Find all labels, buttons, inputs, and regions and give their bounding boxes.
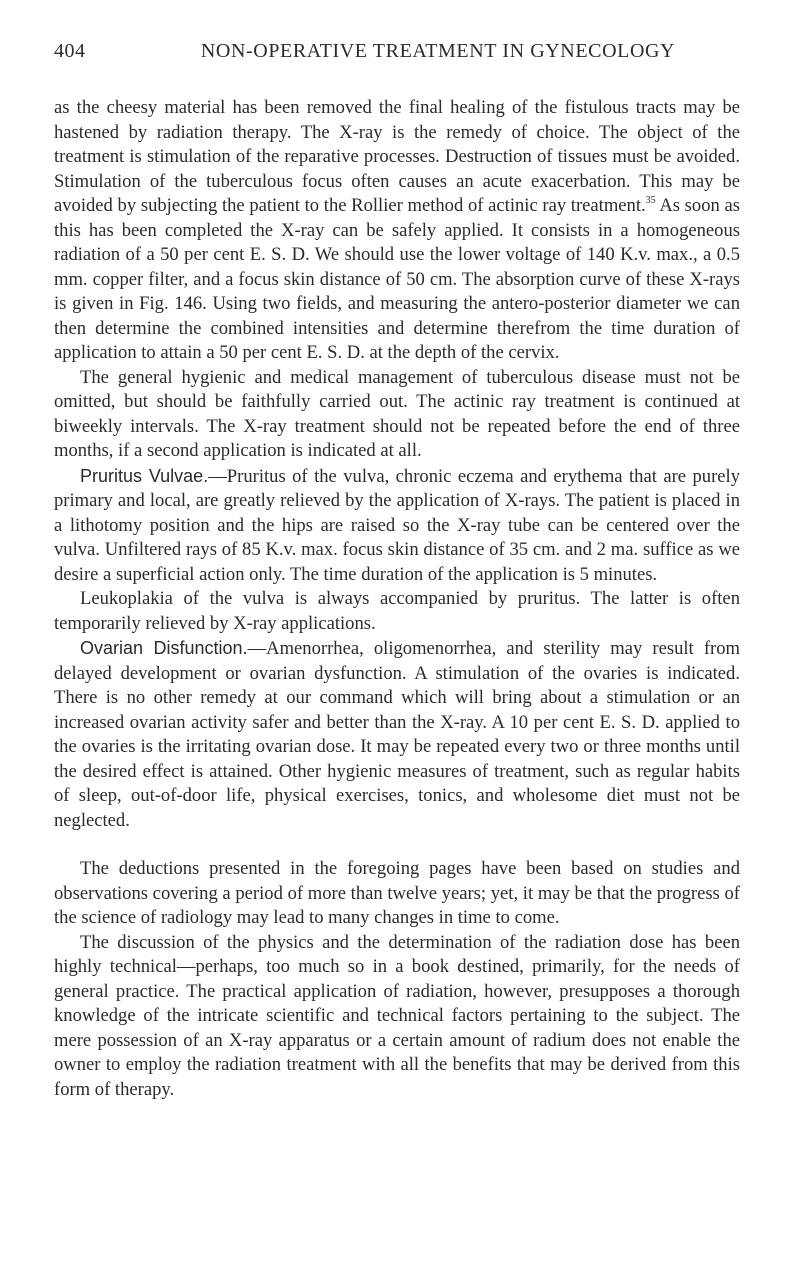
paragraph-deductions xyxy=(54,857,740,931)
page-number: 404 xyxy=(54,40,86,62)
paragraph-text: The general hygienic and medical management of tuberculous disease must not be omitted, but should be faithfully carried out. The actinic ray treatment is continued at biweekly intervals. The X-ray treatment should not be repeated before the end of three months, if a second application is indicated at all. xyxy=(54,366,740,461)
paragraph-continued xyxy=(54,96,740,366)
paragraph-text: as the cheesy material has been removed the final healing of the fistulous tracts may be hastened by radiation therapy. The X-ray is the remedy of choice. The object of the treatment is stimulation of the reparative processes. Destruction of tissues must be avoided. Stimulation of the tuberculous focus often causes an acute exacerbation. This may be avoided by subjecting the patient to the Rollier method of actinic ray treatment. xyxy=(54,97,740,216)
section-heading-ovarian-disfunction: Ovarian Disfunction. xyxy=(80,638,248,658)
paragraph-hygienic-management xyxy=(54,366,740,464)
paragraph-text: The deductions presented in the foregoing pages have been based on studies and observations covering a period of more than twelve years; yet, it may be that the progress of the science of radiology may lead to many changes in time to come. xyxy=(54,858,740,928)
section-heading-pruritus-vulvae: Pruritus Vulvae. xyxy=(80,465,209,486)
paragraph-discussion xyxy=(54,931,740,1103)
footnote-reference: 35 xyxy=(645,195,656,206)
paragraph-text: As soon as this has been completed the X-ray can be safely applied. It consists in a homogeneous radiation of a 50 per cent E. S. D. We should use the lower voltage of 140 K.v. max., a 0.5 mm. copper filter, and a focus skin distance of 50 cm. The absorption curve of these X-rays is given in Fig. 146. Using two fields, and measuring the antero-posterior diameter we can then determine the combined intensities and determine therefrom the time duration of application to attain a 50 per cent E. S. D. at the depth of the cervix. xyxy=(54,195,740,363)
running-title: NON-OPERATIVE TREATMENT IN GYNECOLOGY xyxy=(200,40,676,62)
paragraph-text: The discussion of the physics and the determination of the radiation dose has been highly technical—perhaps, too much so in a book destined, primarily, for the needs of general practice. The practical application of radiation, however, presupposes a thorough knowledge of the intricate scientific and technical factors pertaining to the subject. The mere possession of an X-ray apparatus or a certain amount of radium does not enable the owner to employ the radiation treatment with all the benefits that may be derived from this form of therapy. xyxy=(54,931,740,1100)
running-head xyxy=(54,40,746,70)
body-text xyxy=(54,96,740,1102)
paragraph-text: Leukoplakia of the vulva is always accompanied by pruritus. The latter is often temporarily relieved by X-ray applications. xyxy=(54,588,740,634)
paragraph-text: —Pruritus of the vulva, chronic eczema and erythema that are purely primary and local, are greatly relieved by the application of X-rays. The patient is placed in a lithotomy position and the hips are raised so the X-ray tube can be centered over the vulva. Unfiltered rays of 85 K.v. max. focus skin distance of 35 cm. and 2 ma. suffice as we desire a superficial action only. The time duration of the application is 5 minutes. xyxy=(54,465,740,585)
paragraph-leukoplakia xyxy=(54,587,740,636)
paragraph-text: —Amenorrhea, oligomenorrhea, and sterility may result from delayed development or ovarian dysfunction. A stimulation of the ovaries is indicated. There is no other remedy at our command which will bring about a stimulation or an increased ovarian activity safer and better than the X-ray. A 10 per cent E. S. D. applied to the ovaries is the irritating ovarian dose. It may be repeated every two or three months until the desired effect is attained. Other hygienic measures of treatment, such as regular habits of sleep, out-of-door life, physical exercises, tonics, and wholesome diet must not be neglected. xyxy=(54,638,740,831)
paragraph-pruritus-vulvae xyxy=(54,464,740,588)
paragraph-ovarian-disfunction xyxy=(54,636,740,833)
